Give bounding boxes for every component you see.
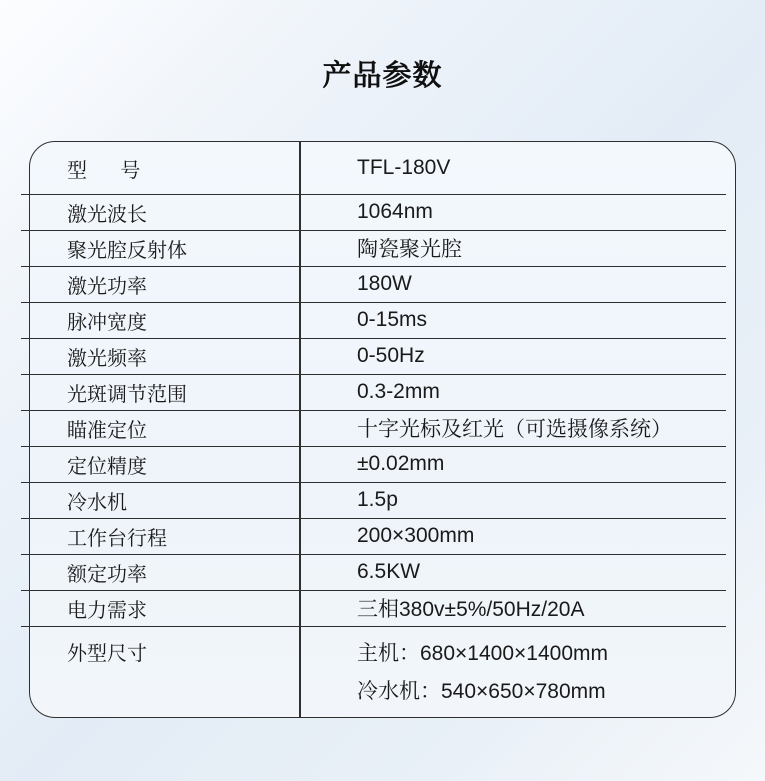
- spec-value: [299, 344, 735, 368]
- spec-value-line: 主机：680×1400×1400mm: [357, 642, 608, 665]
- spec-value: [299, 635, 735, 711]
- spec-value-line: 陶瓷聚光腔: [357, 238, 462, 261]
- table-row: [30, 590, 735, 626]
- spec-value-line: 冷水机：540×650×780mm: [357, 680, 606, 703]
- spec-label: 瞄准定位: [67, 419, 147, 442]
- table-row: [30, 374, 735, 410]
- table-row: [30, 230, 735, 266]
- spec-value: [299, 593, 735, 623]
- spec-label: 额定功率: [67, 563, 147, 586]
- spec-value: [299, 488, 735, 512]
- spec-value-line: 0.3-2mm: [357, 380, 440, 403]
- spec-value-line: 200×300mm: [357, 524, 475, 547]
- spec-value-line: TFL-180V: [357, 156, 451, 179]
- spec-label: 工作台行程: [67, 527, 167, 550]
- spec-label: 激光功率: [67, 275, 147, 298]
- spec-rows: [30, 142, 735, 717]
- table-row: [30, 554, 735, 590]
- spec-label: 外型尺寸: [67, 643, 147, 665]
- spec-value: [299, 272, 735, 296]
- spec-value-line: 180W: [357, 272, 412, 295]
- spec-value-line: ±0.02mm: [357, 452, 445, 475]
- spec-table: [29, 141, 736, 718]
- table-row: [30, 410, 735, 446]
- spec-value-line: 1.5p: [357, 488, 398, 511]
- page-title: 产品参数: [322, 60, 443, 92]
- spec-value: [299, 413, 735, 443]
- table-row: [30, 518, 735, 554]
- spec-label: 激光波长: [67, 203, 147, 226]
- table-row: [30, 446, 735, 482]
- column-divider: [299, 142, 301, 717]
- spec-label: 激光频率: [67, 347, 147, 370]
- table-row: [30, 482, 735, 518]
- spec-value: [299, 524, 735, 548]
- spec-label: 型 号: [67, 159, 141, 182]
- spec-value: [299, 452, 735, 476]
- table-row: [30, 302, 735, 338]
- table-row: [30, 338, 735, 374]
- table-row: [30, 194, 735, 230]
- table-row: [30, 142, 735, 194]
- spec-label: 聚光腔反射体: [67, 239, 187, 262]
- spec-label: 光斑调节范围: [67, 383, 187, 406]
- spec-label: 脉冲宽度: [67, 311, 147, 334]
- spec-label: 冷水机: [67, 491, 127, 514]
- table-row: [30, 626, 735, 717]
- spec-value: [299, 380, 735, 404]
- spec-value-line: 0-50Hz: [357, 344, 425, 367]
- spec-value-line: 十字光标及红光（可选摄像系统）: [357, 418, 672, 441]
- spec-value: [299, 156, 735, 180]
- spec-label: 电力需求: [67, 599, 147, 622]
- spec-value: [299, 560, 735, 584]
- table-row: [30, 266, 735, 302]
- spec-value-line: 6.5KW: [357, 560, 421, 583]
- spec-value-line: 1064nm: [357, 200, 433, 223]
- spec-value: [299, 200, 735, 224]
- spec-label: 定位精度: [67, 455, 147, 478]
- spec-value: [299, 233, 735, 263]
- spec-value-line: 三相380v±5%/50Hz/20A: [357, 598, 585, 621]
- spec-value-line: 0-15ms: [357, 308, 428, 331]
- spec-value: [299, 308, 735, 332]
